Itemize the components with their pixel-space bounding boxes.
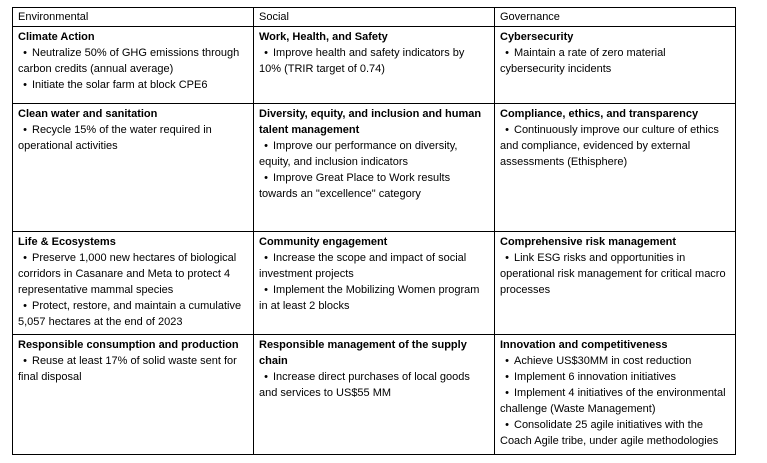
cell-title: Life & Ecosystems (18, 236, 116, 248)
bullet-list (259, 138, 489, 202)
bullet-icon: • (23, 79, 27, 91)
table-cell (254, 27, 495, 104)
bullet-list (259, 369, 489, 401)
column-header-governance: Governance (495, 8, 736, 27)
bullet-list (18, 250, 248, 330)
cell-title: Clean water and sanitation (18, 108, 158, 120)
list-item: • Neutralize 50% of GHG emissions through carbon credits (annual average) (18, 47, 240, 75)
list-item: • Initiate the solar farm at block CPE6 (18, 77, 248, 93)
bullet-icon: • (264, 371, 268, 383)
bullet-list (500, 45, 730, 77)
column-header-social: Social (254, 8, 495, 27)
table-cell (13, 27, 254, 104)
list-item: • Link ESG risks and opportunities in operational risk management for critical macro processes (500, 252, 726, 296)
bullet-list (18, 45, 248, 93)
esg-goals-table (12, 7, 736, 455)
bullet-icon: • (505, 124, 509, 136)
bullet-icon: • (264, 172, 268, 184)
bullet-icon: • (23, 300, 27, 312)
cell-title: Comprehensive risk management (500, 236, 677, 248)
bullet-icon: • (505, 419, 509, 431)
table-row (13, 104, 736, 232)
list-item: • Continuously improve our culture of ethics and compliance, evidenced by external assessments (Ethisphere) (500, 124, 719, 168)
bullet-icon: • (264, 140, 268, 152)
table-cell (495, 232, 736, 335)
table-row (13, 27, 736, 104)
bullet-list (500, 353, 730, 449)
list-item: • Improve Great Place to Work results towards an "excellence" category (259, 172, 451, 200)
bullet-icon: • (23, 47, 27, 59)
list-item: • Reuse at least 17% of solid waste sent for final disposal (18, 355, 237, 383)
bullet-icon: • (505, 47, 509, 59)
bullet-icon: • (23, 355, 27, 367)
table-row (13, 335, 736, 455)
cell-title: Diversity, equity, and inclusion and human talent management (259, 108, 482, 136)
bullet-list (259, 45, 489, 77)
list-item: • Consolidate 25 agile initiatives with the Coach Agile tribe, under agile methodologies (500, 419, 719, 447)
list-item: • Implement 6 innovation initiatives (500, 369, 730, 385)
cell-title: Climate Action (18, 31, 95, 43)
list-item: • Improve health and safety indicators by 10% (TRIR target of 0.74) (259, 47, 465, 75)
bullet-list (500, 250, 730, 298)
list-item: • Improve our performance on diversity, equity, and inclusion indicators (259, 140, 458, 168)
table-cell (254, 232, 495, 335)
bullet-icon: • (505, 252, 509, 264)
list-item: • Increase the scope and impact of social investment projects (259, 252, 467, 280)
bullet-icon: • (23, 124, 27, 136)
bullet-icon: • (264, 252, 268, 264)
column-header-environmental: Environmental (13, 8, 254, 27)
bullet-list (500, 122, 730, 170)
cell-title: Cybersecurity (500, 31, 574, 43)
bullet-icon: • (505, 355, 509, 367)
table-cell (254, 104, 495, 232)
table-row (13, 232, 736, 335)
table-cell (13, 335, 254, 455)
bullet-icon: • (505, 371, 509, 383)
bullet-list (18, 353, 248, 385)
bullet-list (18, 122, 248, 154)
table-cell (495, 104, 736, 232)
cell-title: Compliance, ethics, and transparency (500, 108, 699, 120)
cell-title: Innovation and competitiveness (500, 339, 668, 351)
list-item: • Increase direct purchases of local goods and services to US$55 MM (259, 371, 470, 399)
cell-title: Responsible management of the supply chain (259, 339, 467, 367)
table-cell (254, 335, 495, 455)
list-item: • Implement 4 initiatives of the environmental challenge (Waste Management) (500, 387, 726, 415)
table-cell (495, 27, 736, 104)
bullet-list (259, 250, 489, 314)
bullet-icon: • (264, 284, 268, 296)
bullet-icon: • (505, 387, 509, 399)
list-item: • Maintain a rate of zero material cybersecurity incidents (500, 47, 666, 75)
esg-goals-table-container (12, 7, 736, 455)
bullet-icon: • (23, 252, 27, 264)
cell-title: Responsible consumption and production (18, 339, 239, 351)
table-cell (13, 104, 254, 232)
bullet-icon: • (264, 47, 268, 59)
list-item: • Implement the Mobilizing Women program in at least 2 blocks (259, 284, 480, 312)
list-item: • Achieve US$30MM in cost reduction (500, 353, 730, 369)
list-item: • Preserve 1,000 new hectares of biological corridors in Casanare and Meta to protect 4 representative mammal species (18, 252, 237, 296)
table-cell (13, 232, 254, 335)
cell-title: Community engagement (259, 236, 388, 248)
header-row (13, 8, 736, 27)
table-cell (495, 335, 736, 455)
cell-title: Work, Health, and Safety (259, 31, 388, 43)
list-item: • Protect, restore, and maintain a cumulative 5,057 hectares at the end of 2023 (18, 300, 242, 328)
list-item: • Recycle 15% of the water required in operational activities (18, 124, 212, 152)
